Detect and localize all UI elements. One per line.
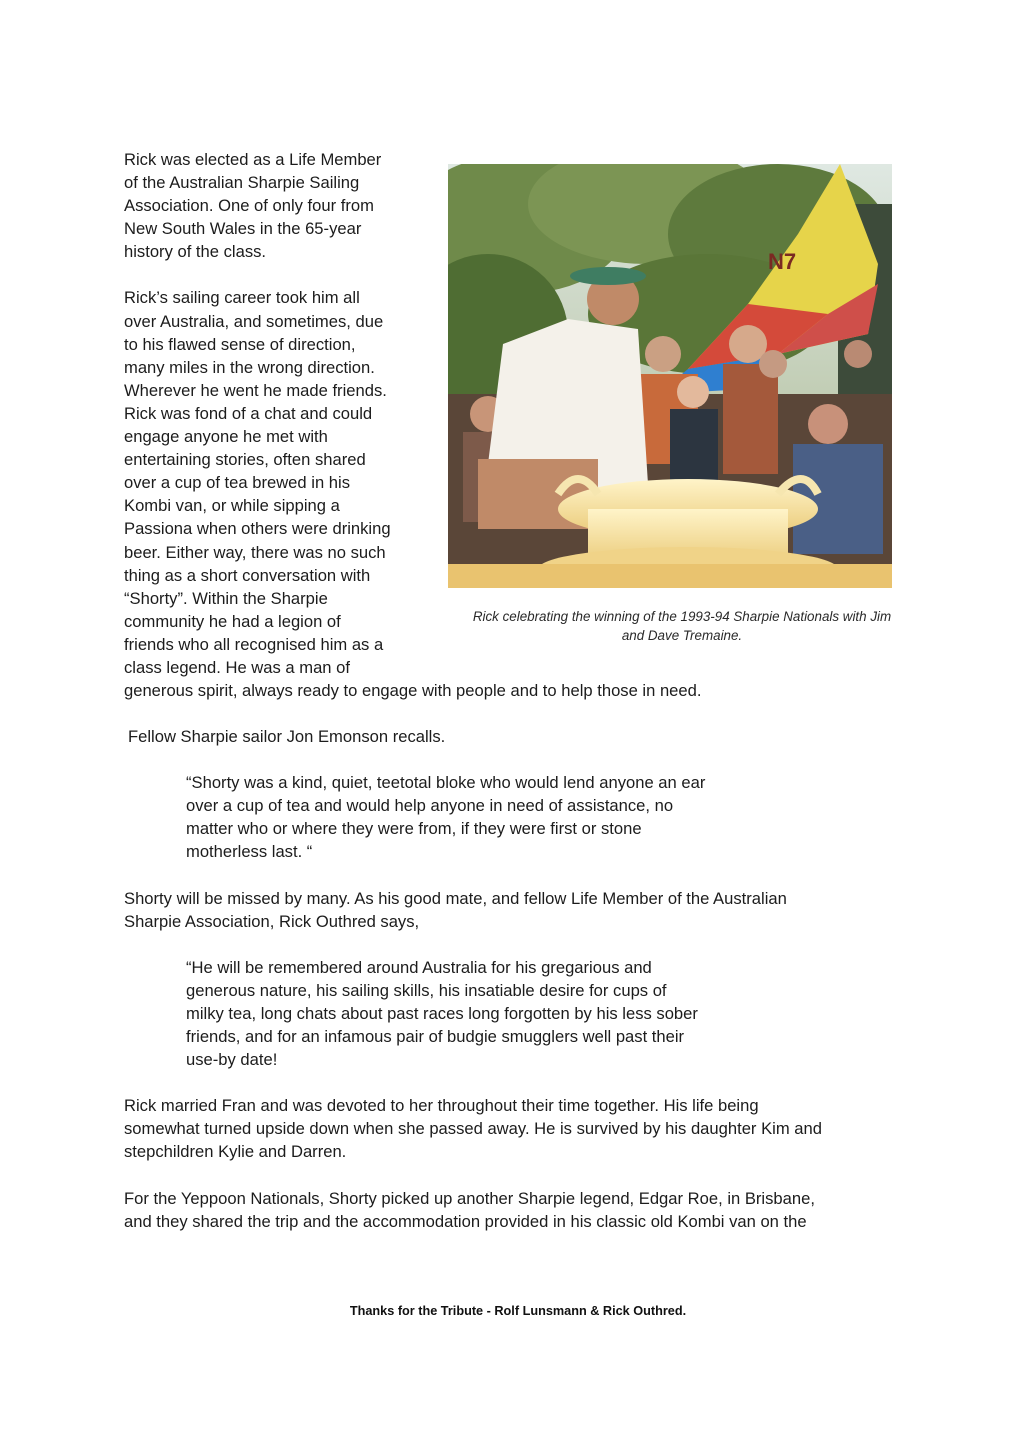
life-member-paragraph: Rick was elected as a Life Member of the Australian Sharpie Sailing Association. One of only four from New South Wales in the 65-year history of the class. <box>124 150 382 262</box>
yeppoon-paragraph: For the Yeppoon Nationals, Shorty picked up another Sharpie legend, Edgar Roe, in Brisbane, and they shared the trip and the accommodation provided in his classic old Kombi van on the <box>124 1188 815 1231</box>
sailing-career-paragraph: Rick’s sailing career took him all over Australia, and sometimes, due to his flawed sense of direction, many miles in the wrong direction. Wherever he went he made friends. Rick was fond of a chat and could engage anyone he met with entertaining stories, often shared over a cup of tea brewed in his Kombi van, or while sipping a Passiona when others were drinking beer. Either way, there was no such thing as a short conversation with “Shorty”. Within the Sharpie community he had a legion of friends who all recognised him as a class legend. He was a man of <box>124 288 391 677</box>
missed-paragraph: Shorty will be missed by many. As his good mate, and fellow Life Member of the Australian Sharpie Association, Rick Outhred says, <box>124 888 787 931</box>
generous-spirit-line: generous spirit, always ready to engage with people and to help those in need. <box>124 681 702 700</box>
celebration-photo <box>448 164 892 588</box>
intro-column <box>124 148 424 702</box>
emonson-quote: “Shorty was a kind, quiet, teetotal bloke who would lend anyone an ear over a cup of tea and would help anyone in need of assistance, no matter who or where they were from, if they were first or stone motherless last. “ <box>186 773 706 862</box>
fran-paragraph: Rick married Fran and was devoted to her throughout their time together. His life being somewhat turned upside down when she passed away. He is survived by his daughter Kim and stepchildren Kylie and Darren. <box>124 1096 822 1162</box>
photo-caption: Rick celebrating the winning of the 1993-94 Sharpie Nationals with Jim and Dave Tremaine. <box>472 609 892 643</box>
photo-illustration <box>448 164 892 588</box>
footer-credit: Thanks for the Tribute - Rolf Lunsmann & Rick Outhred. <box>349 1304 687 1318</box>
main-column <box>124 679 904 1256</box>
sail-number-text: N7 <box>768 249 797 274</box>
recall-intro: Fellow Sharpie sailor Jon Emonson recalls. <box>128 727 446 747</box>
outhred-quote: “He will be remembered around Australia for his gregarious and generous nature, his sailing skills, his insatiable desire for cups of milky tea, long chats about past races long forgotten by his less sober friends, and for an infamous pair of budgie smugglers well past their use-by date! <box>186 957 698 1070</box>
